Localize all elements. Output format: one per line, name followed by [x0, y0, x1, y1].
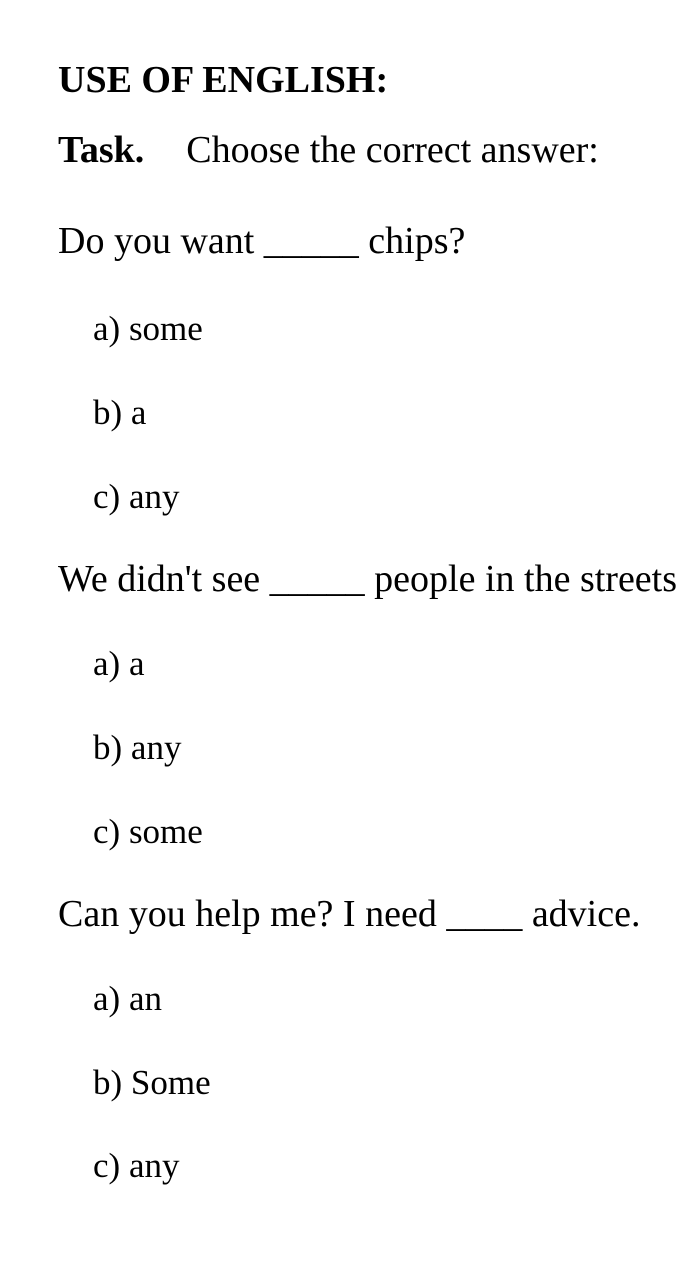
- question-2-option-a[interactable]: a) a: [93, 644, 145, 683]
- page-title: USE OF ENGLISH:: [58, 59, 389, 101]
- question-3-option-b[interactable]: b) Some: [93, 1063, 211, 1102]
- task-label: Task.: [58, 129, 145, 171]
- question-1-option-b[interactable]: b) a: [93, 393, 147, 432]
- question-3: Can you help me? I need ____ advice.: [58, 893, 641, 935]
- question-2: We didn't see _____ people in the streets: [58, 558, 678, 600]
- question-1-option-c[interactable]: c) any: [93, 477, 180, 516]
- question-1: Do you want _____ chips?: [58, 220, 466, 262]
- question-3-option-c[interactable]: c) any: [93, 1146, 180, 1185]
- question-2-option-c[interactable]: c) some: [93, 812, 203, 851]
- question-3-option-a[interactable]: a) an: [93, 979, 162, 1018]
- question-1-option-a[interactable]: a) some: [93, 309, 203, 348]
- task-instruction: Choose the correct answer:: [186, 129, 599, 171]
- question-2-option-b[interactable]: b) any: [93, 728, 182, 767]
- task-instruction-line: [58, 128, 599, 172]
